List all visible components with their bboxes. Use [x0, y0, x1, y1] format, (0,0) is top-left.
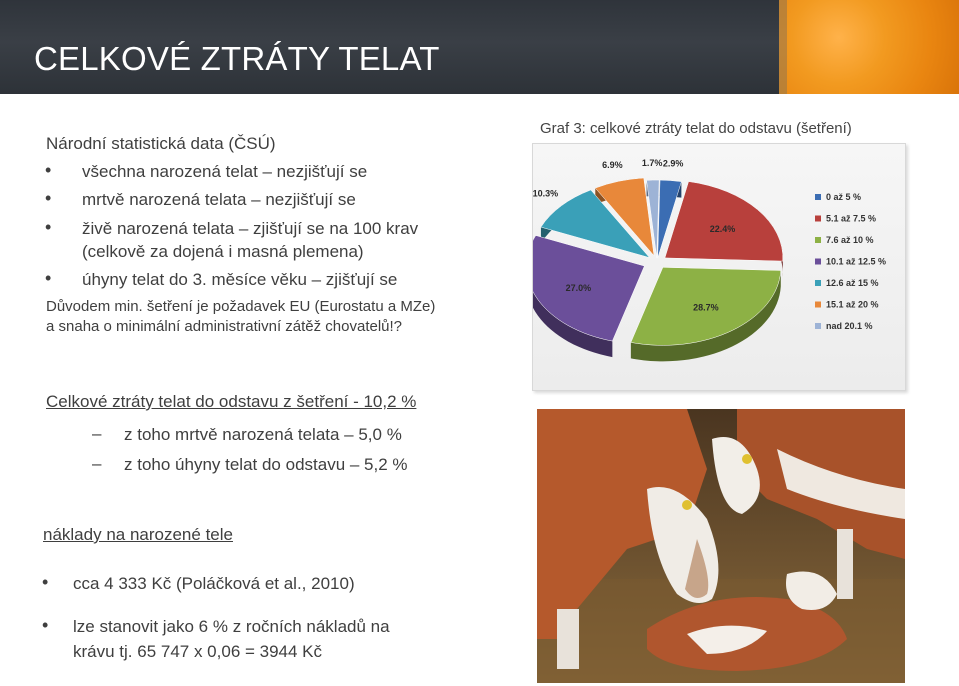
legend-swatch — [815, 259, 821, 265]
photo-illustration — [537, 409, 905, 683]
losses-item: z toho úhyny telat do odstavu – 5,2 % — [124, 455, 408, 474]
pie-data-label: 2.9% — [662, 158, 684, 169]
bullet-item: mrtvě narozená telata – nezjišťují se — [82, 190, 356, 209]
costs-item-continuation: krávu tj. 65 747 x 0,06 = 3944 Kč — [73, 642, 323, 661]
bullet-item: živě narozená telata – zjišťují se na 100 krav — [82, 219, 419, 238]
costs-item: cca 4 333 Kč (Poláčková et al., 2010) — [73, 574, 355, 593]
note-line: a snaha o minimální administrativní zátěž chovatelů!? — [46, 318, 403, 335]
legend-label: 0 až 5 % — [826, 192, 862, 202]
section-heading-stats: Národní statistická data (ČSÚ) — [46, 134, 276, 153]
legend-label: nad 20.1 % — [826, 321, 873, 331]
legend-label: 5.1 až 7.5 % — [826, 213, 877, 224]
bullet-item-continuation: (celkově za dojená i masná plemena) — [82, 242, 364, 261]
pie-data-label: 6.9% — [602, 159, 623, 170]
bullet-dot: • — [42, 615, 49, 635]
legend-label: 7.6 až 10 % — [826, 235, 874, 245]
cows-with-calf-photo — [537, 409, 905, 683]
note-line: Důvodem min. šetření je požadavek EU (Eurostatu a MZe) — [46, 298, 436, 315]
bullet-dot: • — [45, 217, 52, 237]
legend-label: 10.1 až 12.5 % — [826, 256, 887, 267]
legend-swatch — [815, 302, 821, 308]
dash-marker: – — [92, 454, 102, 473]
bullet-dot: • — [45, 160, 52, 180]
legend-swatch — [815, 194, 821, 200]
legend-label: 15.1 až 20 % — [826, 299, 879, 310]
pie-data-label: 22.4% — [709, 224, 736, 235]
legend-label: 12.6 až 15 % — [826, 278, 879, 288]
pie-chart — [533, 144, 905, 390]
dash-marker: – — [92, 424, 102, 443]
pie-slice — [665, 182, 783, 262]
pie-data-label: 27.0% — [565, 282, 592, 293]
pie-data-label: 10.3% — [533, 188, 559, 199]
legend-swatch — [815, 237, 821, 243]
pie-data-label: 1.7% — [641, 158, 663, 169]
legend-swatch — [815, 216, 821, 222]
page-title: CELKOVÉ ZTRÁTY TELAT — [34, 40, 440, 77]
bullet-dot: • — [42, 572, 49, 592]
bullet-dot: • — [45, 188, 52, 208]
losses-heading: Celkové ztráty telat do odstavu z šetření - 10,2 % — [46, 392, 417, 411]
header-orange-decoration — [787, 0, 959, 94]
legend-swatch — [815, 323, 821, 329]
losses-item: z toho mrtvě narozená telata – 5,0 % — [124, 425, 402, 444]
bullet-item: všechna narozená telat – nezjišťují se — [82, 162, 368, 181]
bullet-item: úhyny telat do 3. měsíce věku – zjišťují se — [82, 270, 398, 289]
chart-frame — [532, 143, 906, 391]
bullet-dot: • — [45, 268, 52, 288]
header-bar — [0, 0, 959, 94]
pie-data-label: 28.7% — [693, 302, 719, 313]
costs-item: lze stanovit jako 6 % z ročních nákladů na — [73, 617, 390, 636]
costs-heading: náklady na narozené tele — [43, 525, 233, 544]
legend-swatch — [815, 280, 821, 286]
chart-title: Graf 3: celkové ztráty telat do odstavu (šetření) — [540, 120, 852, 137]
